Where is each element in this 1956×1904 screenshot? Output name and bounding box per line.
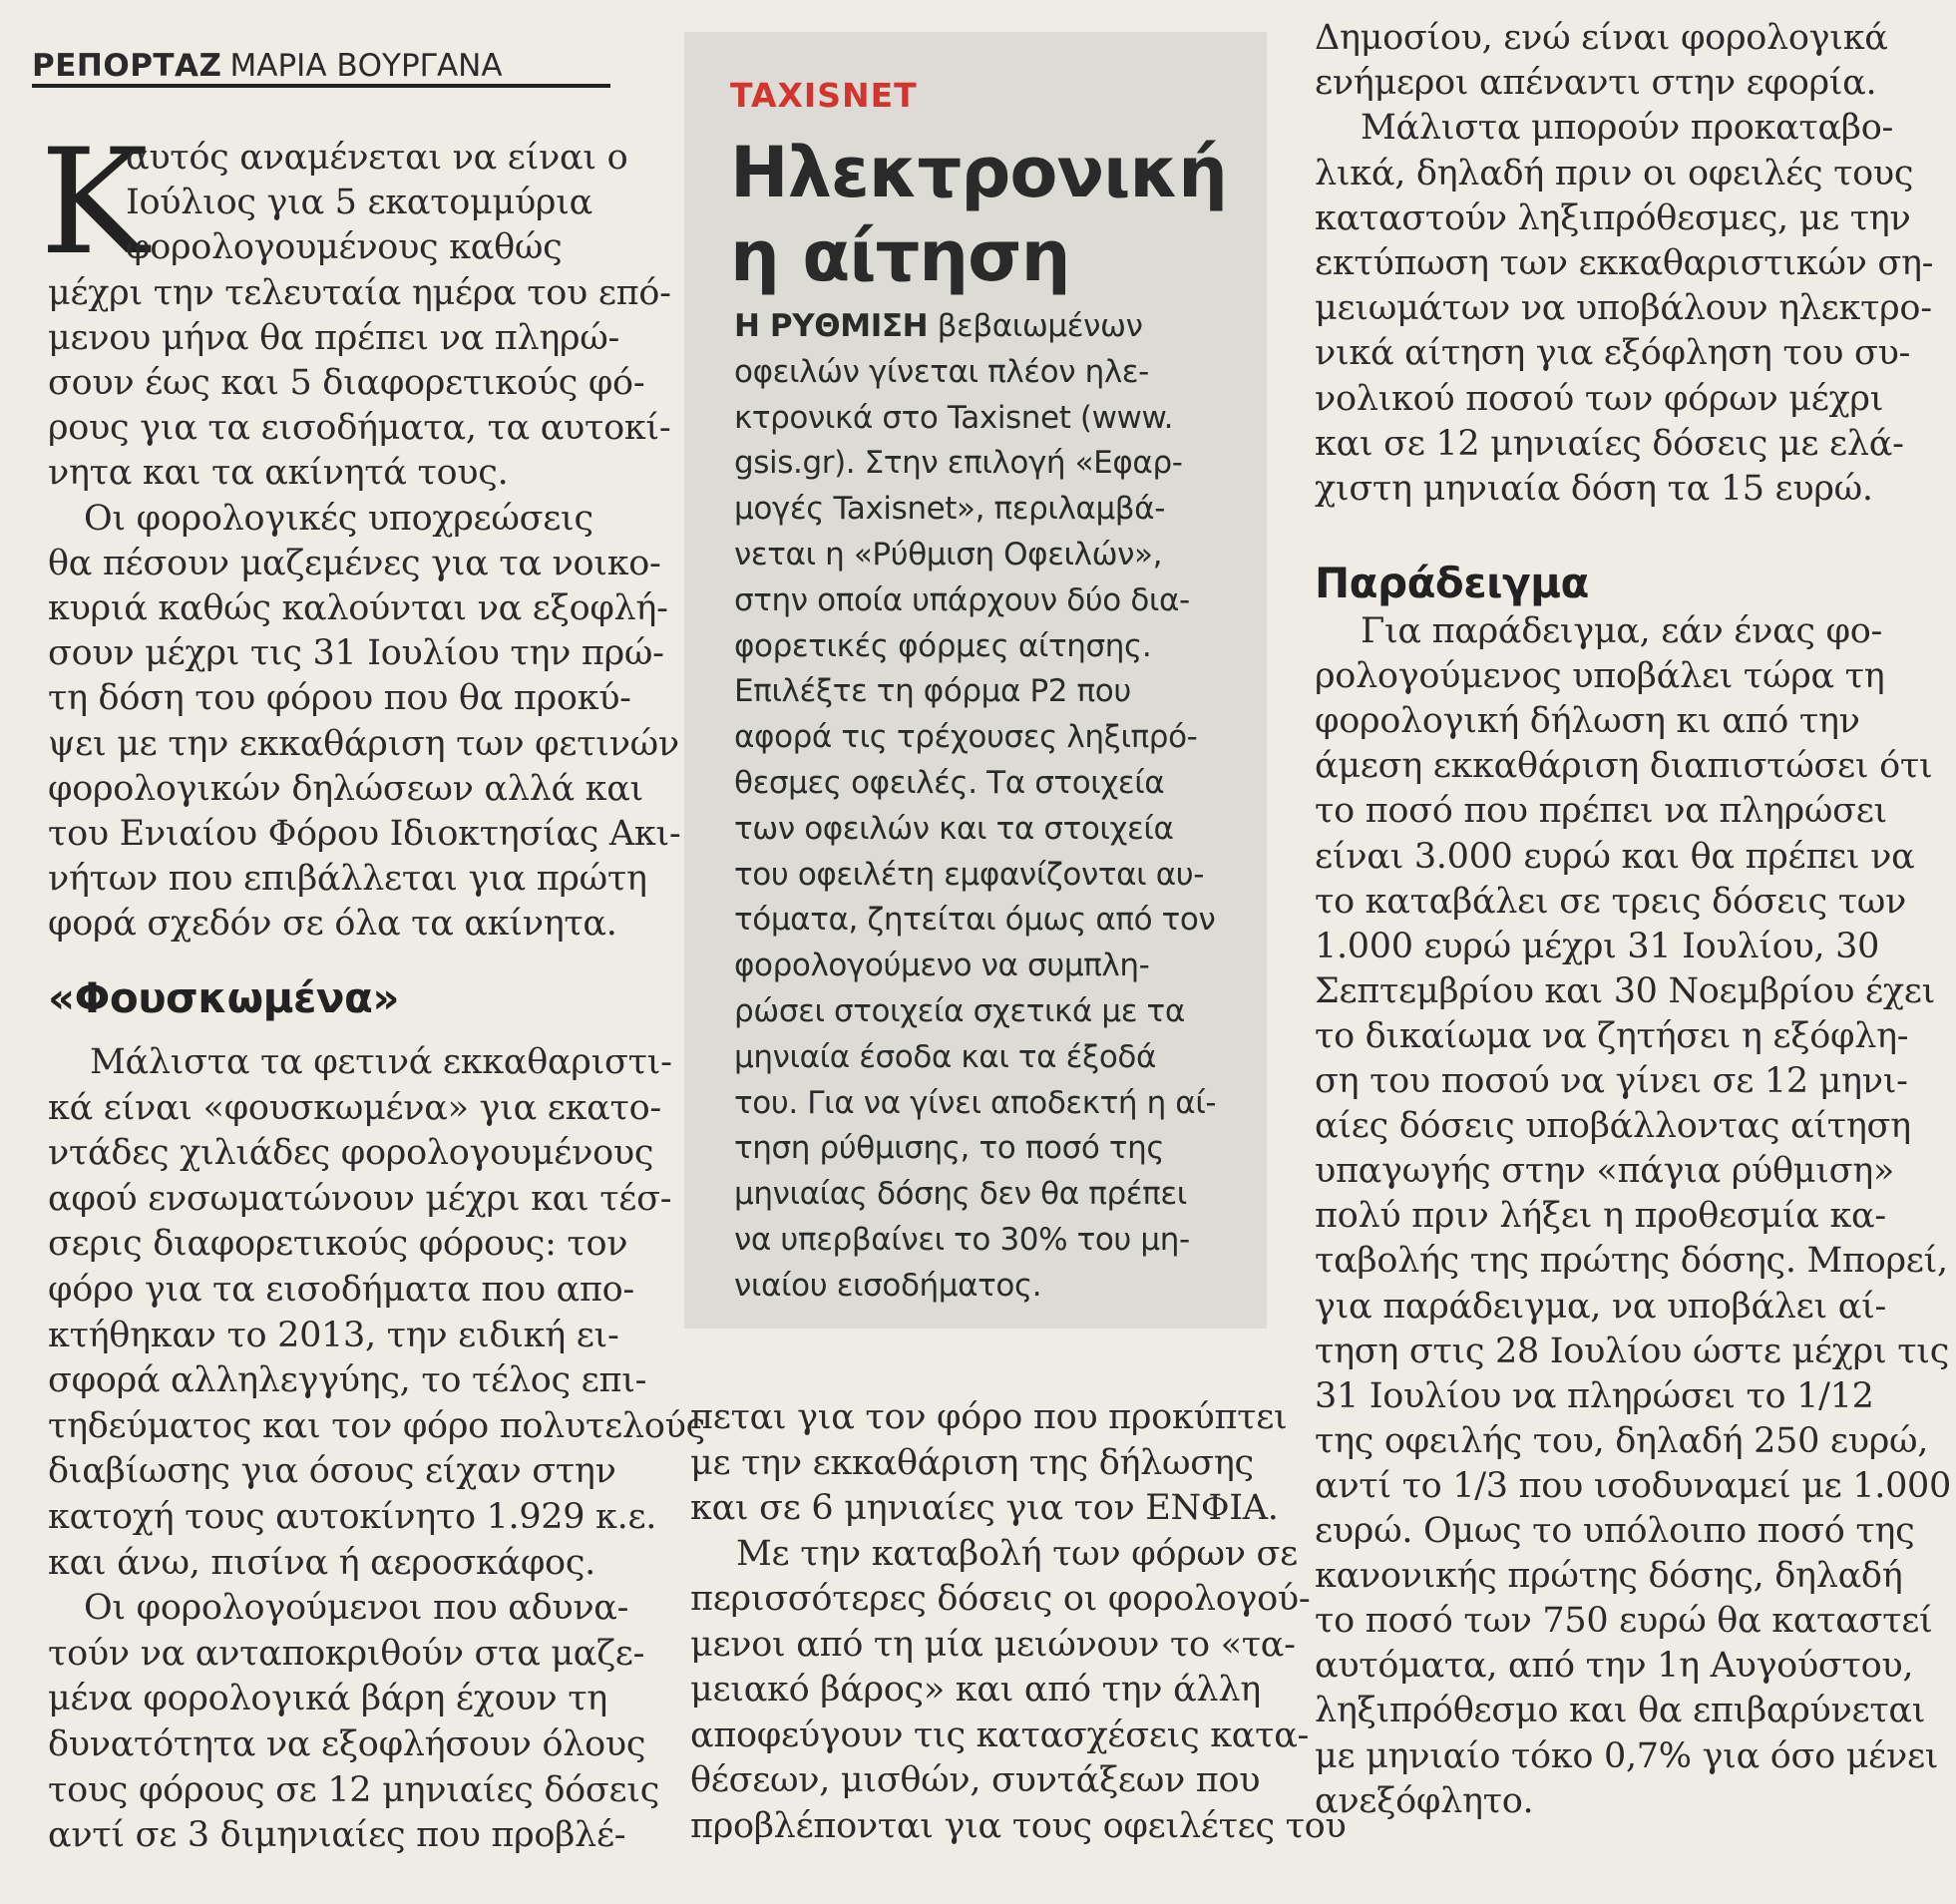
- byline: [32, 48, 503, 84]
- sidebar-line: να υπερβαίνει το 30% του μη-: [734, 1222, 1190, 1258]
- sidebar-line: μογές Taxisnet», περιλαμβά-: [734, 491, 1165, 528]
- column-3-line: ληξιπρόθεσμο και θα επιβαρύνεται: [1315, 1691, 1926, 1731]
- sidebar-line: οφειλών γίνεται πλέον ηλε-: [734, 353, 1149, 390]
- sidebar-line: τόματα, ζητείται όμως από τον: [734, 902, 1216, 939]
- column-1-line: φορά σχεδόν σε όλα τα ακίνητα.: [48, 904, 617, 945]
- column-1-line: του Ενιαίου Φόρου Ιδιοκτησίας Ακι-: [48, 814, 681, 854]
- column-1-line: τούν να ανταποκριθούν στα μαζε-: [48, 1633, 645, 1674]
- column-1-line: Μάλιστα τα φετινά εκκαθαριστι-: [90, 1042, 672, 1082]
- column-1-line: φορολογουμένους καθώς: [126, 227, 563, 268]
- column-3-line: ανεξόφλητο.: [1315, 1780, 1534, 1821]
- column-1-line: μέχρι την τελευταία ημέρα του επό-: [48, 272, 671, 313]
- column-3-line: αντί το 1/3 που ισοδυναμεί με 1.000: [1315, 1465, 1951, 1506]
- sidebar-kicker: TAXISNET: [730, 76, 918, 115]
- column-1-line: τους φόρους σε 12 μηνιαίες δόσεις: [48, 1769, 660, 1810]
- column-1-line: Οι φορολογούμενοι που αδυνα-: [84, 1588, 629, 1629]
- column-3-line: Σεπτεμβρίου και 30 Νοεμβρίου έχει: [1315, 970, 1936, 1011]
- column-3-line: μειωμάτων να υποβάλουν ηλεκτρο-: [1315, 288, 1932, 329]
- column-1-line: κά είναι «φουσκωμένα» για εκατο-: [48, 1087, 661, 1128]
- column-1-line: μενου μήνα θα πρέπει να πληρώ-: [48, 317, 620, 358]
- sidebar-line: gsis.gr). Στην επιλογή «Εφαρ-: [734, 445, 1183, 482]
- column-2-line: πεται για τον φόρο που προκύπτει: [690, 1397, 1288, 1437]
- column-3-line: ρολογούμενος υποβάλει τώρα τη: [1315, 656, 1885, 697]
- sidebar-line: θεσμες οφειλές. Τα στοιχεία: [734, 765, 1165, 801]
- column-1-line: κτήθηκαν το 2013, την ειδική ει-: [48, 1315, 619, 1355]
- sidebar-line: Επιλέξτε τη φόρμα Ρ2 που: [734, 673, 1131, 710]
- column-3-line: ση του ποσού να γίνει σε 12 μηνι-: [1315, 1061, 1908, 1101]
- column-3-line: χιστη μηνιαία δόση τα 15 ευρώ.: [1315, 469, 1873, 509]
- column-2-line: μειακό βάρος» και από την άλλη: [690, 1670, 1261, 1710]
- column-2-line: αποφεύγουν τις κατασχέσεις κατα-: [690, 1714, 1310, 1755]
- column-1-line: φορολογικών δηλώσεων αλλά και: [48, 768, 643, 809]
- column-2-line: μενοι από τη μία μειώνουν το «τα-: [690, 1624, 1296, 1665]
- sidebar-line: ρώσει στοιχεία σχετικά με τα: [734, 993, 1185, 1029]
- sidebar-line: του οφειλέτη εμφανίζονται αυ-: [734, 856, 1205, 893]
- column-3-line: και σε 12 μηνιαίες δόσεις με ελά-: [1315, 423, 1904, 464]
- subhead-fouskomena: «Φουσκωμένα»: [48, 973, 399, 1022]
- column-2-line: θέσεων, μισθών, συντάξεων που: [690, 1760, 1261, 1800]
- column-3-line: Δημοσίου, ενώ είναι φορολογικά: [1315, 18, 1888, 58]
- column-3-line: ευρώ. Ομως το υπόλοιπο ποσό της: [1315, 1511, 1915, 1551]
- column-1-line: αυτός αναμένεται να είναι ο: [126, 138, 628, 178]
- subhead-paradeigma: Παράδειγμα: [1315, 559, 1589, 607]
- sidebar-title-line: η αίτηση: [730, 215, 1070, 297]
- byline-rule: [32, 84, 610, 88]
- sidebar-line: [734, 303, 1143, 349]
- sidebar-line-text: βεβαιωμένων: [928, 308, 1143, 344]
- column-3-line: ενήμεροι απέναντι στην εφορία.: [1315, 63, 1877, 104]
- sidebar-line: μηνιαία έσοδα και τα έξοδά: [734, 1038, 1157, 1075]
- sidebar-line: φορετικές φόρμες αίτησης.: [734, 627, 1152, 664]
- column-1-line: σουν μέχρι τις 31 Ιουλίου την πρώ-: [48, 633, 664, 674]
- sidebar-line: του. Για να γίνει αποδεκτή η αί-: [734, 1084, 1217, 1121]
- column-1-line: σουν έως και 5 διαφορετικούς φό-: [48, 363, 645, 403]
- sidebar-line: νεται η «Ρύθμιση Οφειλών»,: [734, 537, 1163, 572]
- drop-cap: Κ: [40, 118, 150, 287]
- sidebar-line: αφορά τις τρέχουσες ληξιπρό-: [734, 719, 1198, 756]
- column-3-line: το δικαίωμα να ζητήσει η εξόφλη-: [1315, 1015, 1909, 1056]
- author-name: ΜΑΡΙΑ ΒΟΥΡΓΑΝΑ: [229, 48, 503, 84]
- column-1-line: κατοχή τους αυτοκίνητο 1.929 κ.ε.: [48, 1497, 657, 1537]
- sidebar-line: των οφειλών και τα στοιχεία: [734, 810, 1174, 847]
- column-1-line: σφορά αλληλεγγύης, το τέλος επι-: [48, 1360, 647, 1401]
- column-3-line: το ποσό των 750 ευρώ θα καταστεί: [1315, 1601, 1933, 1642]
- column-1-line: αφού ενσωματώνουν μέχρι και τέσ-: [48, 1178, 672, 1219]
- column-1-line: φόρο για τα εισοδήματα που απο-: [48, 1270, 634, 1310]
- column-2-line: περισσότερες δόσεις οι φορολογού-: [690, 1579, 1311, 1619]
- column-3-line: φορολογική δήλωση κι από την: [1315, 701, 1860, 742]
- sidebar-line: νιαίου εισοδήματος.: [734, 1267, 1042, 1304]
- column-1-line: διαβίωσης για όσους είχαν στην: [48, 1451, 616, 1492]
- column-2-line: και σε 6 μηνιαίες για τον ΕΝΦΙΑ.: [690, 1488, 1279, 1528]
- column-1-line: τη δόση του φόρου που θα προκύ-: [48, 678, 631, 719]
- column-3-line: αυτόματα, από την 1η Αυγούστου,: [1315, 1646, 1914, 1687]
- section-label: ΡΕΠΟΡΤΑΖ: [32, 48, 222, 84]
- column-1-line: θα πέσουν μαζεμένες για τα νοικο-: [48, 543, 661, 583]
- column-3-line: λικά, δηλαδή πριν οι οφειλές τους: [1315, 153, 1914, 193]
- column-3-line: για παράδειγμα, να υποβάλει αί-: [1315, 1286, 1887, 1327]
- column-3-line: Μάλιστα μπορούν προκαταβο-: [1361, 108, 1894, 149]
- column-3-line: είναι 3.000 ευρώ και θα πρέπει να: [1315, 836, 1915, 877]
- column-3-line: άμεση εκκαθάριση διαπιστώσει ότι: [1315, 746, 1933, 787]
- column-2-line: με την εκκαθάριση της δήλωσης: [690, 1442, 1254, 1483]
- column-3-line: αίες δόσεις υποβάλλοντας αίτηση: [1315, 1106, 1911, 1147]
- column-3-line: νικά αίτηση για εξόφληση του συ-: [1315, 333, 1911, 374]
- column-3-line: το ποσό που πρέπει να πληρώσει: [1315, 791, 1887, 832]
- column-3-line: 1.000 ευρώ μέχρι 31 Ιουλίου, 30: [1315, 926, 1880, 966]
- column-3-line: υπαγωγής στην «πάγια ρύθμιση»: [1315, 1151, 1895, 1192]
- sidebar-line: φορολογούμενο να συμπλη-: [734, 948, 1150, 984]
- column-2-line: προβλέπονται για τους οφειλέτες του: [690, 1805, 1347, 1846]
- column-1-line: αντί σε 3 διμηνιαίες που προβλέ-: [48, 1815, 626, 1856]
- column-3-line: 31 Ιουλίου να πληρώσει το 1/12: [1315, 1375, 1874, 1416]
- column-2-line: Με την καταβολή των φόρων σε: [736, 1533, 1298, 1574]
- column-3-line: καταστούν ληξιπρόθεσμες, με την: [1315, 197, 1911, 238]
- column-1-line: δυνατότητα να εξοφλήσουν όλους: [48, 1724, 646, 1764]
- column-1-line: ψει με την εκκαθάριση των φετινών: [48, 723, 679, 764]
- column-1-line: κυριά καθώς καλούνται να εξοφλή-: [48, 588, 668, 628]
- column-1-line: Ιούλιος για 5 εκατομμύρια: [126, 183, 592, 223]
- column-1-line: σερις διαφορετικούς φόρους: τον: [48, 1224, 628, 1265]
- column-3-line: πολύ πριν λήξει η προθεσμία κα-: [1315, 1196, 1886, 1237]
- column-1-line: τηδεύματος και τον φόρο πολυτελούς: [48, 1405, 705, 1446]
- column-3-line: της οφειλής του, δηλαδή 250 ευρώ,: [1315, 1420, 1929, 1461]
- column-1-line: και άνω, πισίνα ή αεροσκάφος.: [48, 1542, 595, 1583]
- column-3-line: κανονικής πρώτης δόσης, δηλαδή: [1315, 1556, 1903, 1597]
- column-1-line: Οι φορολογικές υποχρεώσεις: [84, 498, 593, 539]
- sidebar-line: τηση ρύθμισης, το ποσό της: [734, 1130, 1165, 1167]
- sidebar-title-line: Ηλεκτρονική: [730, 132, 1227, 213]
- sidebar-line: στην οποία υπάρχουν δύο δια-: [734, 581, 1190, 618]
- column-3-line: ταβολής της πρώτης δόσης. Μπορεί,: [1315, 1241, 1948, 1282]
- column-1-line: ντάδες χιλιάδες φορολογουμένους: [48, 1133, 654, 1174]
- sidebar-line: μηνιαίας δόσης δεν θα πρέπει: [734, 1176, 1187, 1213]
- column-3-line: το καταβάλει σε τρεις δόσεις των: [1315, 881, 1906, 922]
- column-3-line: εκτύπωση των εκκαθαριστικών ση-: [1315, 243, 1934, 283]
- column-1-line: νήτων που επιβάλλεται για πρώτη: [48, 859, 647, 900]
- column-1-line: ρους για τα εισοδήματα, τα αυτοκί-: [48, 408, 671, 449]
- column-1-line: μένα φορολογικά βάρη έχουν τη: [48, 1679, 607, 1719]
- column-3-line: με μηνιαίο τόκο 0,7% για όσο μένει: [1315, 1735, 1939, 1776]
- column-3-line: Για παράδειγμα, εάν ένας φο-: [1361, 611, 1883, 651]
- column-3-line: τηση στις 28 Ιουλίου ώστε μέχρι τις: [1315, 1331, 1949, 1371]
- column-3-line: νολικού ποσού των φόρων μέχρι: [1315, 378, 1884, 419]
- sidebar-line: κτρονικά στο Taxisnet (www.: [734, 399, 1174, 436]
- column-1-line: νητα και τα ακίνητά τους.: [48, 453, 509, 494]
- sidebar-lead-word: Η ΡΥΘΜΙΣΗ: [734, 308, 929, 344]
